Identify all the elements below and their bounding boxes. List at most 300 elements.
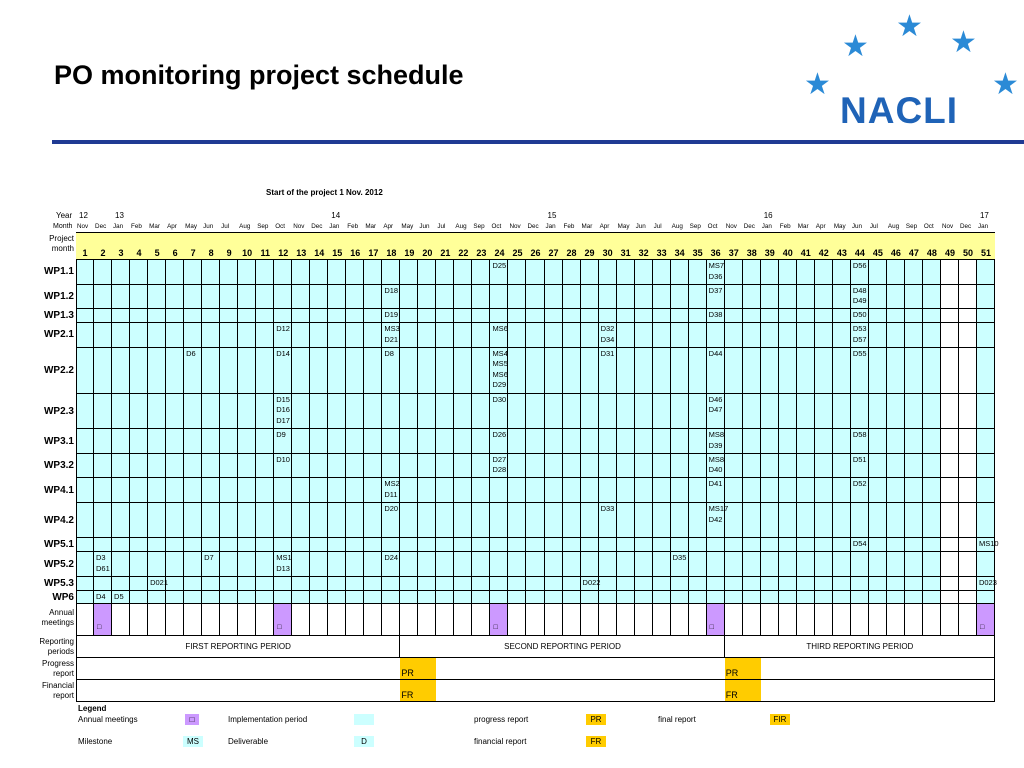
schedule-cell [472, 503, 490, 538]
schedule-cell [581, 454, 599, 479]
schedule-cell [166, 538, 184, 552]
annual-cell [454, 604, 472, 636]
schedule-cell [202, 577, 220, 591]
deliverable-note: MS7 D36 [708, 261, 725, 281]
schedule-cell [292, 429, 310, 454]
schedule-cell [707, 577, 725, 591]
month-tick: Feb [563, 223, 575, 230]
schedule-cell [545, 429, 563, 454]
month-tick: Aug [239, 223, 251, 230]
legend-title: Legend [78, 704, 107, 714]
star-icon: ★ [804, 68, 831, 101]
schedule-cell [76, 552, 94, 577]
month-tick: Jun [635, 223, 646, 230]
schedule-cell [653, 503, 671, 538]
schedule-cell [76, 577, 94, 591]
project-month-number: 38 [746, 248, 757, 258]
schedule-cell [635, 577, 653, 591]
annual-cell [545, 604, 563, 636]
schedule-cell [977, 478, 995, 503]
schedule-cell [743, 309, 761, 323]
schedule-cell [581, 538, 599, 552]
schedule-cell [112, 309, 130, 323]
schedule-cell [508, 538, 526, 552]
project-start-note: Start of the project 1 Nov. 2012 [266, 188, 383, 197]
schedule-cell [617, 285, 635, 310]
annual-cell [148, 604, 166, 636]
schedule-cell [346, 260, 364, 285]
schedule-cell [310, 454, 328, 479]
project-month-number: 40 [782, 248, 793, 258]
schedule-cell [526, 503, 544, 538]
schedule-cell [130, 348, 148, 394]
project-month-number: 34 [674, 248, 685, 258]
schedule-cell [364, 348, 382, 394]
schedule-cell [76, 538, 94, 552]
schedule-cell [418, 478, 436, 503]
schedule-cell [256, 454, 274, 479]
schedule-cell [418, 260, 436, 285]
schedule-cell [238, 285, 256, 310]
schedule-cell [869, 503, 887, 538]
month-tick: Aug [455, 223, 467, 230]
schedule-cell [923, 348, 941, 394]
project-month-number: 20 [422, 248, 433, 258]
schedule-cell [887, 285, 905, 310]
month-tick: Mar [365, 223, 377, 230]
schedule-cell [797, 503, 815, 538]
schedule-cell [689, 591, 707, 605]
schedule-cell [923, 591, 941, 605]
schedule-cell [887, 260, 905, 285]
schedule-cell [292, 478, 310, 503]
reporting-period-label: THIRD REPORTING PERIOD [806, 642, 914, 652]
project-month-number: 36 [710, 248, 721, 258]
schedule-cell [364, 478, 382, 503]
project-month-number: 32 [638, 248, 649, 258]
annual-cell [833, 604, 851, 636]
schedule-cell [166, 591, 184, 605]
schedule-cell [490, 309, 508, 323]
schedule-cell [833, 309, 851, 323]
schedule-cell [346, 503, 364, 538]
schedule-cell [815, 538, 833, 552]
annual-cell [238, 604, 256, 636]
schedule-cell [851, 394, 869, 429]
schedule-cell [941, 348, 959, 394]
schedule-cell [508, 478, 526, 503]
schedule-cell [581, 309, 599, 323]
annual-cell [635, 604, 653, 636]
annual-cell [869, 604, 887, 636]
schedule-cell [166, 503, 184, 538]
schedule-cell [635, 591, 653, 605]
project-month-number: 39 [764, 248, 775, 258]
schedule-cell [472, 348, 490, 394]
schedule-cell [905, 503, 923, 538]
schedule-cell [220, 454, 238, 479]
progress-report-label: Progress report [41, 659, 74, 679]
schedule-cell [905, 552, 923, 577]
schedule-cell [256, 538, 274, 552]
schedule-cell [815, 478, 833, 503]
schedule-cell [725, 348, 743, 394]
schedule-cell [887, 503, 905, 538]
progress-report-code: PR [725, 668, 739, 679]
schedule-cell [454, 552, 472, 577]
annual-cell [112, 604, 130, 636]
schedule-cell [130, 591, 148, 605]
schedule-cell [959, 454, 977, 479]
schedule-cell [490, 503, 508, 538]
schedule-cell [689, 478, 707, 503]
schedule-cell [815, 591, 833, 605]
schedule-cell [238, 577, 256, 591]
schedule-cell [346, 429, 364, 454]
project-month-number: 46 [890, 248, 901, 258]
month-tick: May [617, 223, 630, 230]
month-tick: Mar [149, 223, 160, 230]
project-month-number: 15 [332, 248, 343, 258]
deliverable-note: D53 D57 [852, 324, 867, 344]
schedule-cell [364, 323, 382, 348]
month-tick: Mar [581, 223, 593, 230]
schedule-cell [671, 577, 689, 591]
schedule-cell [454, 429, 472, 454]
schedule-cell [346, 478, 364, 503]
schedule-cell [472, 309, 490, 323]
deliverable-note: MS8 D40 [708, 454, 725, 475]
deliverable-note: MS17 D42 [708, 504, 729, 524]
annual-cell [689, 604, 707, 636]
schedule-cell [797, 538, 815, 552]
schedule-cell [617, 260, 635, 285]
legend-final-swatch: FIR [770, 714, 790, 725]
schedule-cell [797, 285, 815, 310]
schedule-cell [202, 454, 220, 479]
project-month-number: 4 [136, 248, 142, 258]
schedule-cell [418, 429, 436, 454]
deliverable-note: MS10 [978, 539, 999, 549]
schedule-cell [436, 478, 454, 503]
schedule-cell [238, 591, 256, 605]
schedule-cell [581, 260, 599, 285]
project-month-number: 33 [656, 248, 667, 258]
schedule-cell [148, 309, 166, 323]
annual-cell [779, 604, 797, 636]
schedule-cell [418, 323, 436, 348]
workpackage-label: WP2.1 [43, 329, 74, 341]
project-month-number: 9 [226, 248, 232, 258]
schedule-cell [545, 454, 563, 479]
schedule-cell [689, 394, 707, 429]
schedule-cell [328, 394, 346, 429]
schedule-cell [707, 552, 725, 577]
nacli-logo [800, 10, 1020, 140]
schedule-cell [923, 285, 941, 310]
project-month-number: 23 [476, 248, 487, 258]
legend-implementation-swatch [354, 714, 374, 725]
year-label: Year [56, 211, 73, 220]
schedule-cell [599, 577, 617, 591]
schedule-cell [707, 591, 725, 605]
schedule-cell [635, 394, 653, 429]
schedule-cell [977, 454, 995, 479]
schedule-cell [490, 285, 508, 310]
workpackage-label: WP3.2 [43, 460, 74, 472]
schedule-cell [671, 591, 689, 605]
schedule-cell [905, 348, 923, 394]
schedule-cell [581, 285, 599, 310]
month-tick: Jul [221, 223, 230, 230]
schedule-cell [238, 503, 256, 538]
schedule-cell [581, 591, 599, 605]
schedule-cell [454, 348, 472, 394]
schedule-cell [130, 285, 148, 310]
schedule-cell [545, 323, 563, 348]
schedule-cell [328, 429, 346, 454]
schedule-cell [581, 394, 599, 429]
schedule-cell [743, 285, 761, 310]
schedule-cell [148, 454, 166, 479]
month-tick: May [401, 223, 414, 230]
schedule-cell [94, 454, 112, 479]
schedule-cell [490, 591, 508, 605]
legend-annual-label: Annual meetings [78, 715, 138, 725]
schedule-cell [166, 394, 184, 429]
schedule-cell [815, 348, 833, 394]
schedule-cell [292, 591, 310, 605]
deliverable-note: D38 [708, 310, 723, 320]
schedule-cell [400, 323, 418, 348]
project-month-number: 47 [908, 248, 919, 258]
deliverable-note: D7 [204, 553, 214, 563]
schedule-cell [328, 260, 346, 285]
schedule-cell [328, 348, 346, 394]
schedule-cell [923, 454, 941, 479]
schedule-cell [526, 552, 544, 577]
legend-implementation-label: Implementation period [228, 715, 308, 725]
schedule-cell [508, 454, 526, 479]
schedule-cell [923, 552, 941, 577]
project-month-number: 49 [944, 248, 955, 258]
month-tick: Apr [383, 223, 394, 230]
schedule-cell [869, 591, 887, 605]
schedule-cell [815, 260, 833, 285]
schedule-cell [166, 454, 184, 479]
schedule-cell [148, 285, 166, 310]
schedule-cell [653, 309, 671, 323]
schedule-cell [400, 538, 418, 552]
schedule-cell [148, 260, 166, 285]
schedule-cell [617, 309, 635, 323]
schedule-cell [454, 478, 472, 503]
schedule-cell [689, 323, 707, 348]
schedule-cell [563, 538, 581, 552]
schedule-cell [220, 260, 238, 285]
schedule-cell [977, 348, 995, 394]
schedule-cell [274, 285, 292, 310]
schedule-cell [905, 577, 923, 591]
schedule-cell [454, 538, 472, 552]
schedule-cell [400, 429, 418, 454]
month-tick: Feb [347, 223, 359, 230]
logo-wordmark: NACLI [840, 90, 959, 131]
schedule-cell [689, 503, 707, 538]
schedule-cell [292, 285, 310, 310]
workpackage-label: WP5.1 [43, 539, 74, 551]
schedule-cell [959, 552, 977, 577]
schedule-cell [563, 591, 581, 605]
schedule-cell [761, 394, 779, 429]
star-icon: ★ [896, 10, 923, 43]
month-tick: Jan [545, 223, 556, 230]
schedule-cell [671, 454, 689, 479]
year-tick: 12 [79, 211, 88, 220]
schedule-cell [400, 552, 418, 577]
project-month-number: 10 [242, 248, 253, 258]
schedule-cell [545, 478, 563, 503]
annual-cell [166, 604, 184, 636]
schedule-cell [869, 285, 887, 310]
schedule-cell [130, 538, 148, 552]
schedule-cell [418, 577, 436, 591]
month-tick: Sep [473, 223, 485, 230]
annual-cell [130, 604, 148, 636]
schedule-cell [436, 260, 454, 285]
schedule-cell [148, 591, 166, 605]
schedule-cell [472, 552, 490, 577]
deliverable-note: D31 [600, 348, 615, 358]
schedule-cell [815, 309, 833, 323]
schedule-cell [238, 538, 256, 552]
schedule-cell [526, 591, 544, 605]
schedule-cell [941, 454, 959, 479]
schedule-cell [779, 323, 797, 348]
schedule-cell [815, 394, 833, 429]
schedule-cell [166, 552, 184, 577]
schedule-cell [472, 429, 490, 454]
schedule-cell [743, 478, 761, 503]
schedule-cell [941, 323, 959, 348]
schedule-cell [472, 478, 490, 503]
schedule-cell [545, 538, 563, 552]
meeting-marker-icon: □ [493, 624, 498, 632]
schedule-cell [274, 309, 292, 323]
month-tick: Jan [977, 223, 989, 230]
schedule-cell [743, 260, 761, 285]
schedule-cell [292, 323, 310, 348]
schedule-cell [364, 260, 382, 285]
schedule-cell [292, 552, 310, 577]
schedule-cell [418, 538, 436, 552]
schedule-cell [941, 552, 959, 577]
schedule-cell [689, 577, 707, 591]
schedule-cell [887, 429, 905, 454]
schedule-cell [653, 429, 671, 454]
schedule-cell [779, 591, 797, 605]
schedule-cell [148, 503, 166, 538]
schedule-cell [274, 538, 292, 552]
schedule-cell [761, 285, 779, 310]
schedule-cell [76, 394, 94, 429]
deliverable-note: D32 D34 [600, 324, 615, 344]
project-month-number: 31 [620, 248, 631, 258]
schedule-cell [851, 577, 869, 591]
project-month-number: 19 [404, 248, 415, 258]
schedule-cell [400, 394, 418, 429]
project-month-number: 24 [494, 248, 505, 258]
schedule-cell [689, 552, 707, 577]
deliverable-note: D4 [96, 591, 106, 601]
schedule-cell [779, 538, 797, 552]
schedule-cell [94, 348, 112, 394]
schedule-cell [689, 348, 707, 394]
schedule-cell [563, 454, 581, 479]
schedule-cell [508, 552, 526, 577]
schedule-cell [364, 552, 382, 577]
schedule-cell [112, 454, 130, 479]
schedule-cell [779, 503, 797, 538]
schedule-cell [454, 323, 472, 348]
annual-cell [346, 604, 364, 636]
schedule-cell [184, 394, 202, 429]
schedule-cell [328, 503, 346, 538]
schedule-cell [635, 285, 653, 310]
workpackage-label: WP4.1 [43, 484, 74, 496]
schedule-cell [76, 503, 94, 538]
schedule-cell [653, 285, 671, 310]
schedule-cell [977, 260, 995, 285]
schedule-cell [418, 285, 436, 310]
schedule-cell [238, 552, 256, 577]
month-tick: Jun [851, 223, 862, 230]
schedule-cell [761, 348, 779, 394]
year-tick: 13 [115, 211, 124, 220]
schedule-cell [112, 394, 130, 429]
schedule-cell [617, 577, 635, 591]
schedule-cell [202, 394, 220, 429]
schedule-cell [671, 503, 689, 538]
annual-cell [436, 604, 454, 636]
schedule-cell [689, 538, 707, 552]
schedule-cell [256, 591, 274, 605]
schedule-cell [112, 552, 130, 577]
schedule-cell [581, 323, 599, 348]
month-tick: Aug [887, 223, 900, 230]
project-month-number: 44 [854, 248, 865, 258]
schedule-cell [220, 394, 238, 429]
annual-cell [977, 604, 995, 636]
schedule-cell [94, 285, 112, 310]
schedule-cell [94, 429, 112, 454]
schedule-cell [563, 478, 581, 503]
schedule-cell [94, 478, 112, 503]
schedule-cell [148, 478, 166, 503]
annual-cell [671, 604, 689, 636]
schedule-cell [959, 260, 977, 285]
schedule-cell [364, 503, 382, 538]
schedule-cell [887, 538, 905, 552]
schedule-cell [671, 323, 689, 348]
schedule-cell [508, 260, 526, 285]
schedule-cell [202, 503, 220, 538]
schedule-cell [364, 394, 382, 429]
schedule-cell [977, 285, 995, 310]
schedule-cell [292, 503, 310, 538]
legend-deliverable-swatch: D [354, 736, 374, 747]
schedule-cell [454, 394, 472, 429]
